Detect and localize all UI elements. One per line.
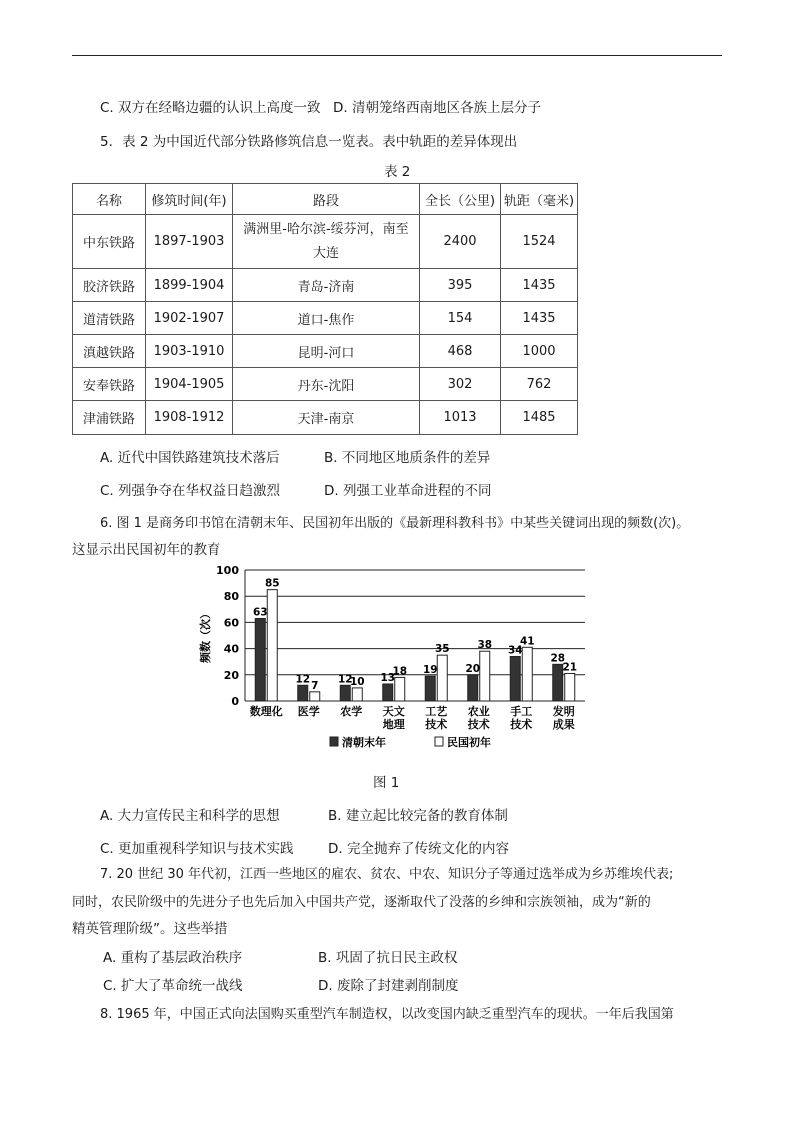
bar-qing xyxy=(425,676,435,701)
x-tick-label: 数理化 xyxy=(249,705,283,718)
table-cell: 道清铁路 xyxy=(73,302,146,335)
header-section: 路段 xyxy=(233,184,420,215)
table-cell: 道口-焦作 xyxy=(233,302,420,335)
bar-minguo xyxy=(437,655,447,701)
bar-qing xyxy=(468,675,478,701)
q6-option-c[interactable]: C. 更加重视科学知识与技术实践 xyxy=(100,841,294,857)
table-cell: 胶济铁路 xyxy=(73,269,146,302)
q7-line3: 精英管理阶级”。这些举措 xyxy=(72,921,228,937)
bar-minguo xyxy=(267,590,277,701)
data-label: 18 xyxy=(392,665,408,678)
data-label: 12 xyxy=(295,673,311,686)
table-row xyxy=(73,335,578,368)
x-tick-label: 手工 xyxy=(510,705,533,718)
x-tick-label: 发明 xyxy=(552,705,575,718)
data-label: 7 xyxy=(311,679,319,692)
table-cell: 1897-1903 xyxy=(146,215,233,269)
table-cell: 1435 xyxy=(501,302,578,335)
data-label: 21 xyxy=(562,661,578,674)
table-cell: 天津-南京 xyxy=(233,401,420,435)
q7-option-c[interactable]: C. 扩大了革命统一战线 xyxy=(103,978,243,994)
q6-stem-line2: 这显示出民国初年的教育 xyxy=(72,542,221,558)
bar-minguo xyxy=(395,677,405,701)
legend-label-minguo: 民国初年 xyxy=(447,736,491,749)
y-tick-label: 20 xyxy=(223,668,239,682)
data-label: 10 xyxy=(349,675,365,688)
q7-option-a[interactable]: A. 重构了基层政治秩序 xyxy=(103,950,243,966)
data-label: 12 xyxy=(337,673,353,686)
table-cell: 青岛-济南 xyxy=(233,269,420,302)
x-tick-label: 地理 xyxy=(382,718,405,731)
table-cell: 1903-1910 xyxy=(146,335,233,368)
x-tick-label: 农业 xyxy=(467,705,490,718)
table-cell: 丹东-沈阳 xyxy=(233,368,420,401)
q8-line1: 8. 1965 年，中国正式向法国购买重型汽车制造权，以改变国内缺乏重型汽车的现状。一年后我国第 xyxy=(100,1007,674,1022)
x-tick-label: 技术 xyxy=(467,718,490,731)
data-label: 38 xyxy=(477,639,493,652)
legend-label-qing: 清朝末年 xyxy=(342,736,386,749)
railway-table xyxy=(72,183,578,435)
table-cell: 昆明-河口 xyxy=(233,335,420,368)
header-gauge: 轨距（毫米) xyxy=(501,184,578,215)
y-tick-label: 60 xyxy=(223,616,239,630)
table-row xyxy=(73,215,578,269)
x-tick-label: 天文 xyxy=(382,705,405,718)
table-cell: 1524 xyxy=(501,215,578,269)
table-cell: 1000 xyxy=(501,335,578,368)
y-axis-label: 频数（次） xyxy=(199,608,212,663)
bar-minguo xyxy=(480,651,490,701)
table-cell: 154 xyxy=(420,302,501,335)
figure-caption: 图 1 xyxy=(373,775,400,791)
bar-minguo xyxy=(522,647,532,701)
x-tick-label: 技术 xyxy=(425,718,448,731)
y-tick-label: 0 xyxy=(231,695,239,708)
bar-qing xyxy=(383,684,393,701)
data-label: 35 xyxy=(434,643,450,656)
q7-line2: 同时，农民阶级中的先进分子也先后加入中国共产党，逐渐取代了没落的乡绅和宗族领袖，成为“新的 xyxy=(72,895,651,910)
data-label: 20 xyxy=(465,662,481,675)
header-time: 修筑时间(年) xyxy=(146,184,233,215)
table-cell: 1902-1907 xyxy=(146,302,233,335)
top-rule xyxy=(72,55,722,56)
table-cell: 302 xyxy=(420,368,501,401)
table-cell: 津浦铁路 xyxy=(73,401,146,435)
q7-option-d[interactable]: D. 废除了封建剥削制度 xyxy=(318,978,459,994)
table-cell: 1435 xyxy=(501,269,578,302)
header-name: 名称 xyxy=(73,184,146,215)
data-label: 85 xyxy=(264,577,280,590)
legend-swatch-minguo xyxy=(435,737,443,746)
table-row xyxy=(73,269,578,302)
keyword-frequency-chart xyxy=(195,558,595,758)
data-label: 63 xyxy=(252,606,268,619)
table-cell: 1908-1912 xyxy=(146,401,233,435)
x-tick-label: 农学 xyxy=(340,705,363,718)
q6-stem-line1: 6. 图 1 是商务印书馆在清朝末年、民国初年出版的《最新理科教科书》中某些关键词出现的频数(次)。 xyxy=(100,516,690,531)
table-header-row xyxy=(73,184,578,215)
q7-option-b[interactable]: B. 巩固了抗日民主政权 xyxy=(318,950,458,966)
header-length: 全长（公里) xyxy=(420,184,501,215)
bar-qing xyxy=(340,685,350,701)
table-cell: 中东铁路 xyxy=(73,215,146,269)
bar-qing xyxy=(255,618,265,701)
bar-qing xyxy=(553,664,563,701)
table-cell: 滇越铁路 xyxy=(73,335,146,368)
table-cell: 1899-1904 xyxy=(146,269,233,302)
table-cell: 1485 xyxy=(501,401,578,435)
data-label: 34 xyxy=(507,644,523,657)
x-tick-label: 成果 xyxy=(552,718,575,731)
table-cell: 2400 xyxy=(420,215,501,269)
table-row xyxy=(73,401,578,435)
table-cell: 468 xyxy=(420,335,501,368)
table-cell: 762 xyxy=(501,368,578,401)
q5-option-b[interactable]: B. 不同地区地质条件的差异 xyxy=(324,450,491,466)
y-tick-label: 80 xyxy=(223,590,239,604)
y-tick-label: 40 xyxy=(223,642,239,656)
q5-stem: 5．表 2 为中国近代部分铁路修筑信息一览表。表中轨距的差异体现出 xyxy=(100,134,518,150)
bar-qing xyxy=(510,656,520,701)
q6-option-b[interactable]: B. 建立起比较完备的教育体制 xyxy=(328,808,508,824)
q7-line1: 7. 20 世纪 30 年代初，江西一些地区的雇农、贫农、中农、知识分子等通过选举成为乡苏维埃代表; xyxy=(100,867,674,882)
q5-option-d[interactable]: D. 列强工业革命进程的不同 xyxy=(324,483,492,499)
bar-qing xyxy=(298,685,308,701)
table-caption: 表 2 xyxy=(384,164,411,180)
table-cell: 满洲里-哈尔滨-绥芬河，南至大连 xyxy=(233,215,420,269)
legend-swatch-qing xyxy=(330,737,338,746)
table-row xyxy=(73,368,578,401)
table-row xyxy=(73,302,578,335)
x-tick-label: 技术 xyxy=(510,718,533,731)
q5-option-a[interactable]: A. 近代中国铁路建筑技术落后 xyxy=(100,450,280,466)
q5-option-c[interactable]: C. 列强争夺在华权益日趋激烈 xyxy=(100,483,281,499)
y-tick-label: 100 xyxy=(216,564,239,577)
data-label: 28 xyxy=(550,652,566,665)
data-label: 13 xyxy=(380,671,396,684)
x-tick-label: 工艺 xyxy=(425,705,448,718)
q4-option-d[interactable]: D. 清朝笼络西南地区各族上层分子 xyxy=(333,100,541,116)
q6-option-d[interactable]: D. 完全抛弃了传统文化的内容 xyxy=(328,841,509,857)
table-cell: 395 xyxy=(420,269,501,302)
data-label: 41 xyxy=(519,635,535,648)
data-label: 19 xyxy=(422,664,438,677)
q4-option-c[interactable]: C. 双方在经略边疆的认识上高度一致 xyxy=(100,100,321,116)
bar-minguo xyxy=(352,688,362,701)
bar-minguo xyxy=(310,692,320,701)
table-cell: 1013 xyxy=(420,401,501,435)
table-cell: 1904-1905 xyxy=(146,368,233,401)
bar-minguo xyxy=(565,673,575,701)
q6-option-a[interactable]: A. 大力宣传民主和科学的思想 xyxy=(100,808,280,824)
x-tick-label: 医学 xyxy=(297,705,320,718)
table-cell: 安奉铁路 xyxy=(73,368,146,401)
